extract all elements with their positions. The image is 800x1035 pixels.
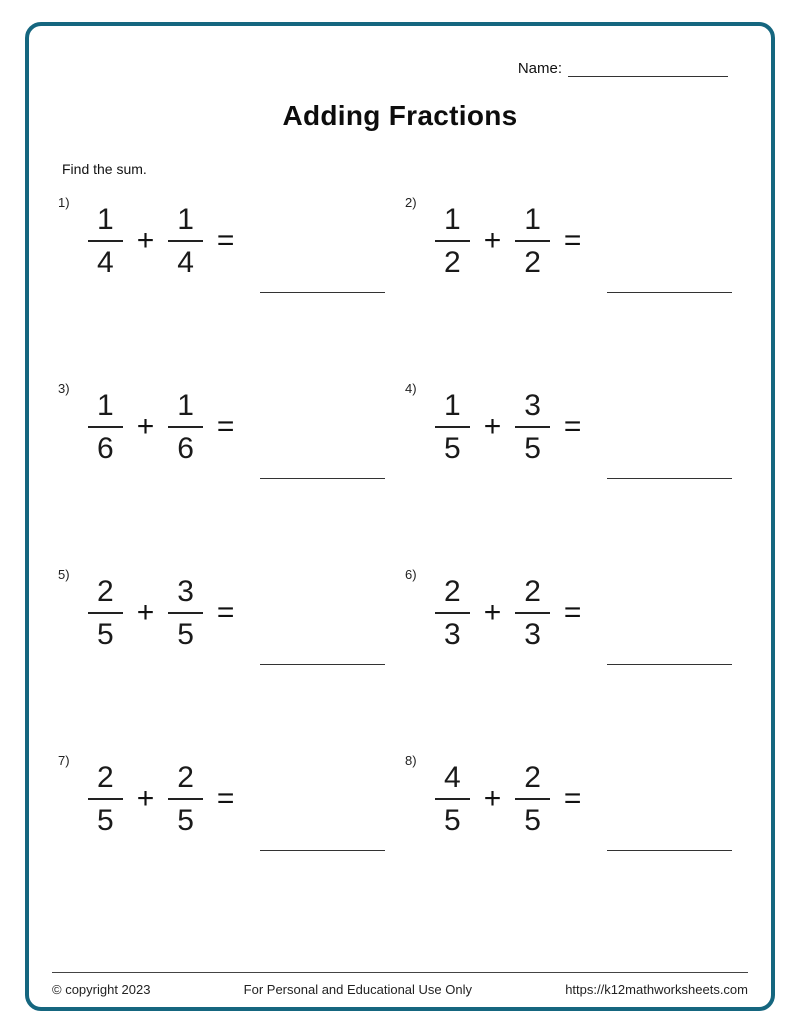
answer-blank	[260, 291, 385, 293]
plus-sign: +	[483, 596, 502, 629]
plus-sign: +	[136, 782, 155, 815]
instruction-text: Find the sum.	[62, 161, 147, 177]
problem-8	[405, 751, 742, 847]
fraction-denominator: 2	[524, 246, 541, 279]
fraction-2	[168, 203, 203, 279]
fraction-1	[435, 761, 470, 837]
fraction-denominator: 5	[177, 618, 194, 651]
fraction-numerator: 3	[168, 575, 203, 614]
fraction-2	[168, 575, 203, 651]
equals-sign: =	[216, 596, 235, 629]
equals-sign: =	[216, 410, 235, 443]
answer-blank	[607, 849, 732, 851]
problem-number: 5)	[58, 567, 70, 582]
equals-sign: =	[216, 224, 235, 257]
problems-grid	[58, 193, 742, 847]
page-title: Adding Fractions	[282, 100, 518, 131]
fraction-denominator: 5	[97, 804, 114, 837]
fraction-numerator: 4	[435, 761, 470, 800]
fraction-numerator: 2	[515, 761, 550, 800]
fraction-1	[435, 389, 470, 465]
fraction-1	[88, 203, 123, 279]
answer-blank	[260, 477, 385, 479]
fraction-numerator: 1	[168, 389, 203, 428]
fraction-1	[435, 203, 470, 279]
name-blank-line	[568, 62, 728, 77]
equals-sign: =	[216, 782, 235, 815]
answer-blank	[260, 849, 385, 851]
fraction-denominator: 5	[177, 804, 194, 837]
problem-1	[58, 193, 395, 289]
fraction-denominator: 4	[177, 246, 194, 279]
fraction-numerator: 2	[168, 761, 203, 800]
fraction-2	[515, 761, 550, 837]
problem-3	[58, 379, 395, 475]
problem-number: 7)	[58, 753, 70, 768]
fraction-1	[435, 575, 470, 651]
fraction-numerator: 2	[88, 761, 123, 800]
fraction-denominator: 3	[444, 618, 461, 651]
problem-4	[405, 379, 742, 475]
problem-number: 6)	[405, 567, 417, 582]
equals-sign: =	[563, 782, 582, 815]
fraction-numerator: 2	[88, 575, 123, 614]
fraction-denominator: 5	[524, 804, 541, 837]
problem-number: 3)	[58, 381, 70, 396]
problem-number: 2)	[405, 195, 417, 210]
plus-sign: +	[483, 410, 502, 443]
plus-sign: +	[483, 224, 502, 257]
fraction-1	[88, 389, 123, 465]
plus-sign: +	[483, 782, 502, 815]
equals-sign: =	[563, 596, 582, 629]
problem-6	[405, 565, 742, 661]
equals-sign: =	[563, 410, 582, 443]
plus-sign: +	[136, 596, 155, 629]
fraction-denominator: 5	[524, 432, 541, 465]
fraction-denominator: 5	[444, 432, 461, 465]
fraction-numerator: 1	[435, 389, 470, 428]
plus-sign: +	[136, 224, 155, 257]
footer	[52, 972, 748, 997]
problem-number: 8)	[405, 753, 417, 768]
answer-blank	[607, 477, 732, 479]
fraction-2	[515, 575, 550, 651]
fraction-denominator: 6	[177, 432, 194, 465]
fraction-numerator: 1	[435, 203, 470, 242]
fraction-1	[88, 761, 123, 837]
fraction-2	[168, 761, 203, 837]
footer-usage-note: For Personal and Educational Use Only	[243, 982, 473, 997]
fraction-numerator: 1	[515, 203, 550, 242]
name-label: Name:	[517, 60, 562, 77]
answer-blank	[607, 663, 732, 665]
fraction-2	[168, 389, 203, 465]
problem-number: 4)	[405, 381, 417, 396]
answer-blank	[260, 663, 385, 665]
problem-5	[58, 565, 395, 661]
fraction-denominator: 6	[97, 432, 114, 465]
problem-2	[405, 193, 742, 289]
fraction-denominator: 2	[444, 246, 461, 279]
fraction-1	[88, 575, 123, 651]
fraction-numerator: 1	[88, 389, 123, 428]
problem-number: 1)	[58, 195, 70, 210]
equals-sign: =	[563, 224, 582, 257]
footer-url: https://k12mathworksheets.com	[565, 982, 748, 997]
fraction-denominator: 5	[444, 804, 461, 837]
fraction-2	[515, 389, 550, 465]
fraction-numerator: 1	[88, 203, 123, 242]
fraction-numerator: 2	[435, 575, 470, 614]
fraction-denominator: 5	[97, 618, 114, 651]
footer-copyright: © copyright 2023	[52, 982, 151, 997]
answer-blank	[607, 291, 732, 293]
fraction-numerator: 1	[168, 203, 203, 242]
name-row	[518, 60, 728, 77]
plus-sign: +	[136, 410, 155, 443]
fraction-numerator: 3	[515, 389, 550, 428]
fraction-denominator: 3	[524, 618, 541, 651]
fraction-denominator: 4	[97, 246, 114, 279]
problem-7	[58, 751, 395, 847]
fraction-2	[515, 203, 550, 279]
fraction-numerator: 2	[515, 575, 550, 614]
